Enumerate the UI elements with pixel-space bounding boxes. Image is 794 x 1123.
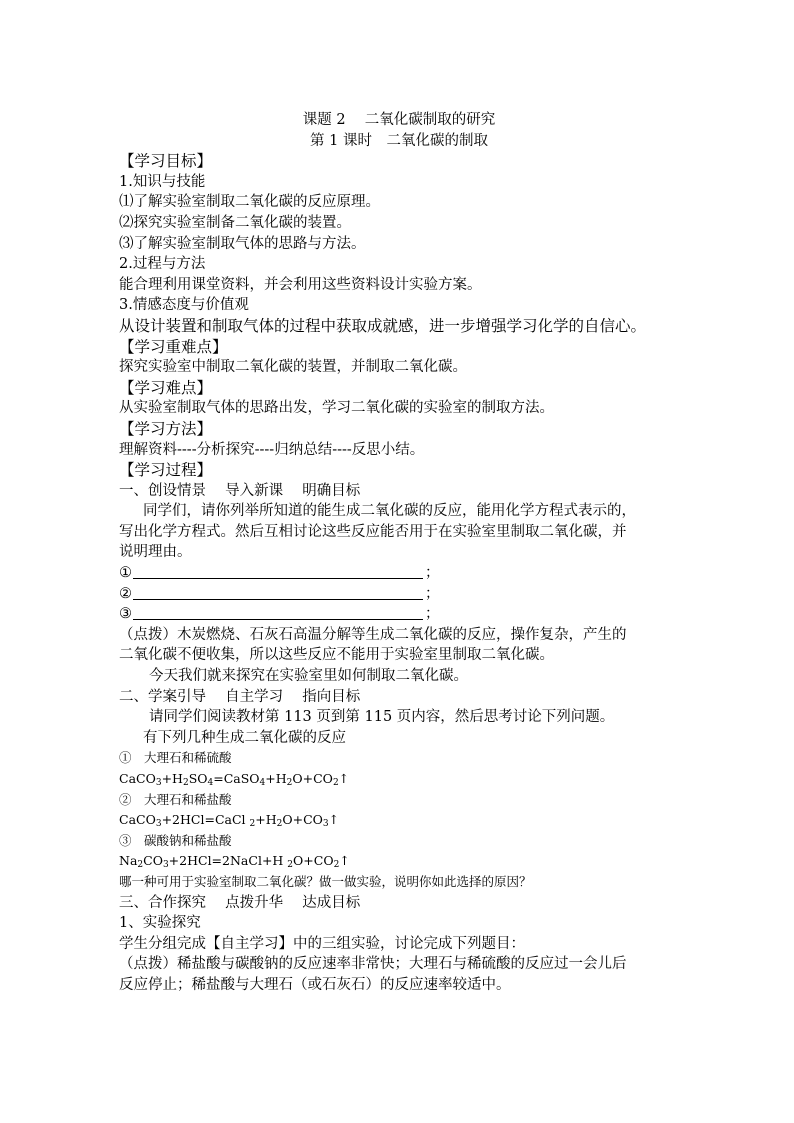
goals-heading: 【学习目标】	[119, 152, 213, 171]
equation-text: +H	[161, 771, 183, 786]
reaction-equation	[119, 810, 689, 831]
emotion-heading: 3.情感态度与价值观	[119, 297, 249, 314]
page-title: 课题 2 二氧化碳制取的研究	[302, 112, 496, 128]
answer-blank-3[interactable]	[133, 605, 423, 620]
answer-blank-row	[119, 563, 689, 584]
answer-blank-row	[119, 584, 689, 605]
equation-text: CO	[143, 853, 163, 869]
answer-end: ；	[425, 585, 440, 602]
section1-title: 一、创设情景 导入新课 明确目标	[119, 482, 361, 499]
knowledge-heading: 1.知识与技能	[119, 173, 206, 190]
answer-end: ；	[425, 606, 440, 623]
equation-subscript: 4	[259, 778, 266, 788]
process-main-heading: 【学习过程】	[119, 461, 213, 480]
equation-text: SO	[188, 771, 208, 786]
equation-text: ↑	[338, 771, 350, 786]
equation-subscript: 2	[182, 778, 189, 788]
equation-subscript: 3	[322, 819, 329, 830]
equation-subscript: 3	[155, 778, 162, 788]
reaction-label: ① 大理石和稀硫酸	[119, 750, 232, 766]
section2-instruction: 请同学们阅读教材第 113 页到第 115 页内容，然后思考讨论下列问题。	[149, 709, 615, 726]
reaction-label: ② 大理石和稀盐酸	[119, 791, 232, 807]
equation-subscript: 2	[332, 778, 339, 788]
section3-tip: 反应停止；稀盐酸与大理石（或石灰石）的反应速率较适中。	[119, 976, 511, 993]
answer-blank-2[interactable]	[133, 585, 423, 600]
key-points-heading: 【学习重难点】	[119, 337, 228, 356]
equation-subscript: 2	[249, 819, 256, 830]
section1-today: 今天我们就来探究在实验室里如何制取二氧化碳。	[149, 668, 468, 685]
equation-text: =CaSO	[213, 771, 260, 786]
difficulties-text: 从实验室制取气体的思路出发，学习二氧化碳的实验室的制取方法。	[119, 400, 554, 417]
equation-text: Na	[119, 853, 138, 869]
section3-subtitle: 1、实验探究	[119, 915, 201, 932]
equation-text: CaCO	[119, 771, 156, 786]
methods-heading: 【学习方法】	[119, 419, 213, 438]
equation-subscript: 4	[207, 778, 214, 788]
page-subtitle: 第 1 课时 二氧化碳的制取	[310, 132, 488, 149]
section1-para: 同学们，请你列举所知道的能生成二氧化碳的反应，能用化学方程式表示的，	[143, 503, 636, 520]
equation-text: ↑	[339, 853, 350, 869]
equation-subscript: 2	[276, 819, 283, 830]
section1-para: 写出化学方程式。然后互相讨论这些反应能否用于在实验室里制取二氧化碳，并	[119, 523, 627, 540]
difficulties-heading: 【学习难点】	[119, 378, 213, 397]
equation-subscript: 2	[333, 860, 340, 871]
equation-text: O+CO	[282, 812, 323, 828]
answer-blank-1[interactable]	[133, 564, 423, 579]
section2-question: 哪一种可用于实验室制取二氧化碳？做一做实验，说明你如此选择的原因？	[119, 873, 532, 889]
answer-marker: ③	[119, 606, 132, 623]
equation-subscript: 3	[155, 819, 162, 830]
knowledge-item: ⑴了解实验室制取二氧化碳的反应原理。	[119, 194, 380, 211]
equation-subscript: 3	[162, 860, 169, 871]
equation-text: +2HCl=2NaCl+H	[168, 853, 288, 869]
knowledge-item: ⑵探究实验室制备二氧化碳的装置。	[119, 214, 351, 231]
equation-text: O+CO	[292, 771, 333, 786]
methods-text: 理解资料----分析探究----归纳总结----反思小结。	[119, 441, 425, 458]
emotion-text: 从设计装置和制取气体的过程中获取成就感，进一步增强学习化学的自信心。	[119, 316, 647, 335]
equation-text: CaCO	[119, 812, 156, 828]
reaction-equation	[119, 769, 689, 790]
answer-marker: ①	[119, 565, 132, 582]
section1-tip: 二氧化碳不便收集，所以这些反应不能用于实验室里制取二氧化碳。	[119, 647, 554, 664]
section1-para: 说明理由。	[119, 544, 192, 561]
section1-tip: （点拨）木炭燃烧、石灰石高温分解等生成二氧化碳的反应，操作复杂，产生的	[119, 626, 627, 643]
section3-task: 学生分组完成【自主学习】中的三组实验，讨论完成下列题目：	[119, 935, 525, 952]
knowledge-item: ⑶了解实验室制取气体的思路与方法。	[119, 235, 366, 252]
section2-title: 二、学案引导 自主学习 指向目标	[119, 688, 361, 705]
answer-end: ；	[425, 565, 440, 582]
equation-text: ↑	[328, 812, 340, 828]
equation-subscript: 2	[286, 778, 293, 788]
answer-blank-row	[119, 604, 689, 625]
process-heading: 2.过程与方法	[119, 256, 206, 273]
answer-marker: ②	[119, 585, 132, 602]
equation-subscript: 2	[287, 860, 294, 871]
section3-title: 三、合作探究 点拨升华 达成目标	[119, 894, 361, 911]
equation-text: O+CO	[293, 853, 334, 869]
equation-text: +H	[255, 812, 277, 828]
section2-intro: 有下列几种生成二氧化碳的反应	[143, 729, 346, 746]
key-points-text: 探究实验室中制取二氧化碳的装置，并制取二氧化碳。	[119, 359, 467, 376]
process-text: 能合理利用课堂资料，并会利用这些资料设计实验方案。	[119, 276, 482, 293]
equation-text: +H	[265, 771, 287, 786]
section3-tip: （点拨）稀盐酸与碳酸钠的反应速率非常快；大理石与稀硫酸的反应过一会儿后	[119, 956, 627, 973]
reaction-label: ③ 碳酸钠和稀盐酸	[119, 832, 232, 848]
equation-text: +2HCl=CaCl	[161, 812, 250, 828]
document-page	[119, 110, 689, 996]
reaction-equation	[119, 851, 689, 872]
equation-subscript: 2	[137, 860, 144, 871]
